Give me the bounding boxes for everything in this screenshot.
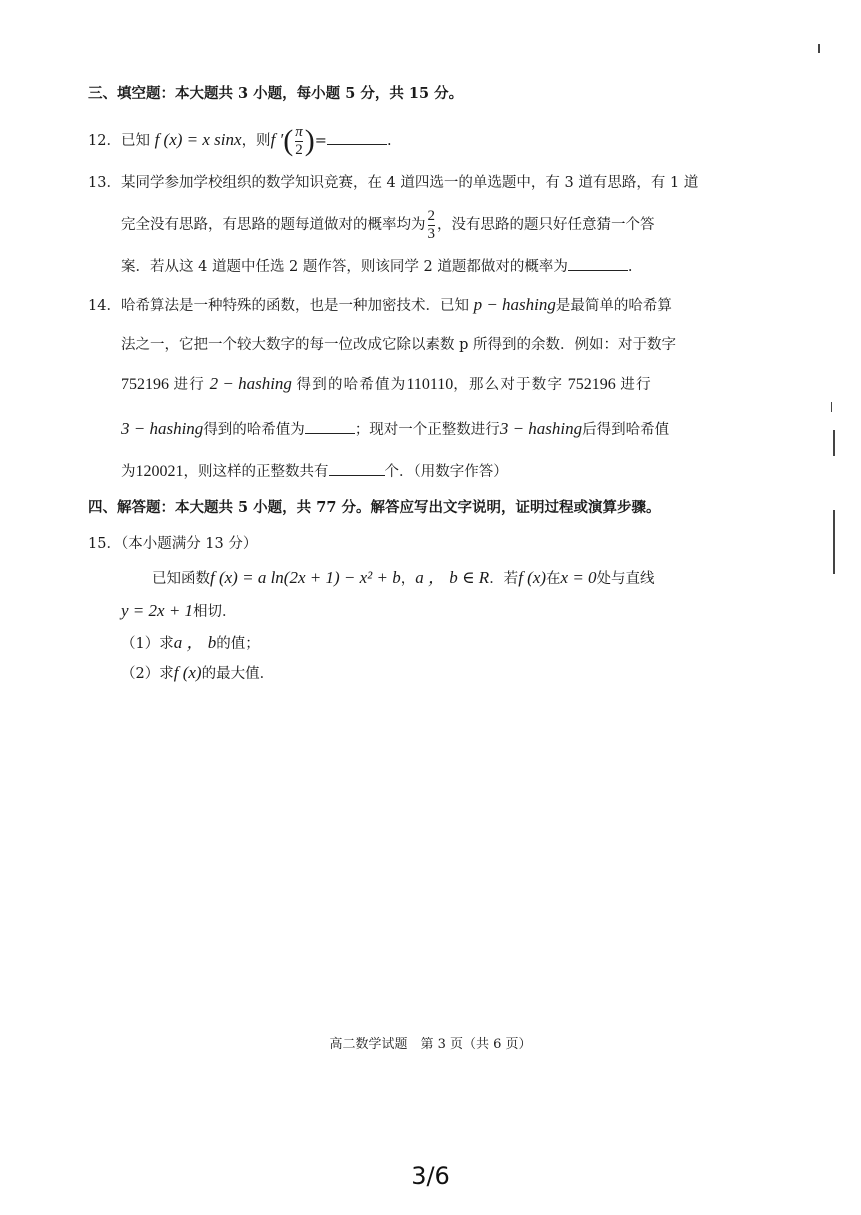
question-14-line-5: [121, 461, 508, 483]
q14-2-hashing: 2 − hashing: [209, 374, 292, 393]
q13-answer-blank: [568, 256, 628, 271]
q15-part-2a: （2）求: [121, 666, 174, 682]
question-14-line-3: [121, 373, 652, 396]
q14-line-2-text: 法之一，它把一个较大数字的每一位改成它除以素数 p 所得到的余数．例如：对于数字: [121, 337, 676, 353]
q15-part-2b: 的最大值．: [201, 666, 275, 682]
q14-line-1a: 哈希算法是一种特殊的函数，也是一种加密技术．已知: [120, 298, 469, 314]
q14-p-hashing: p − hashing: [473, 295, 556, 314]
q12-frac-num: π: [295, 123, 303, 140]
q14-line-3c: 得到的哈希值为: [296, 377, 407, 393]
q14-line-4c: ；现对一个正整数进行: [354, 422, 500, 438]
question-14-line-2: [121, 334, 676, 356]
question-14-line-1: [88, 294, 672, 317]
q15-line-2b: 相切．: [193, 604, 237, 620]
page-footer: 高二数学试题 第 3 页（共 6 页）: [329, 1037, 532, 1052]
q14-line-3b: 进行: [173, 377, 206, 393]
q14-number-110110: 110110: [406, 376, 454, 393]
scan-mark: [833, 510, 835, 574]
q15-x0: x = 0: [560, 568, 597, 587]
q12-answer-blank: [327, 130, 387, 145]
q15-score: （本小题满分 13 分）: [120, 536, 258, 552]
q14-line-3e: ，那么对于数字: [453, 377, 564, 393]
q15-fx: f (x): [518, 568, 547, 587]
q15-part-1a: （1）求: [121, 636, 174, 652]
q15-part-2-fx: f (x): [173, 663, 202, 682]
q14-line-5c: 个．（用数字作答）: [384, 464, 508, 480]
question-14-line-4: [121, 418, 669, 441]
page-indicator: 3/6: [411, 1162, 450, 1190]
q14-number: 14．: [88, 298, 121, 314]
q15-stem-a: 已知函数: [152, 571, 210, 587]
q15-number: 15．: [88, 536, 121, 552]
q13-line-3-text: 案．若从这 4 道题中任选 2 题作答，则该同学 2 道题都做对的概率为: [121, 259, 568, 275]
q15-tangent-line: y = 2x + 1: [121, 601, 194, 620]
q12-function: f (x) = x sinx: [154, 130, 242, 149]
q12-derivative: f ′: [270, 130, 284, 149]
q12-end: .: [386, 133, 392, 149]
q15-vars: a ， b ∈ R: [415, 568, 490, 587]
q14-line-5b: ，则这样的正整数共有: [183, 464, 329, 480]
q15-stem-d: 在: [546, 571, 561, 587]
q14-answer-blank-1: [305, 419, 355, 434]
q14-number-752196-a: 752196: [121, 376, 169, 393]
q13-line-2b: ，没有思路的题只好任意猜一个答: [437, 217, 655, 233]
q15-part-1b: 的值；: [216, 636, 260, 652]
q14-line-1b: 是最简单的哈希算: [555, 298, 672, 314]
q15-stem-c: ．若: [489, 571, 519, 587]
q12-number: 12．: [88, 133, 121, 149]
q15-stem-e: 处与直线: [596, 571, 655, 587]
q14-line-5a: 为: [121, 464, 136, 480]
q14-answer-blank-2: [329, 461, 385, 476]
question-15-part-1: [121, 632, 260, 655]
question-12: [88, 120, 392, 161]
q13-fraction: [428, 208, 436, 243]
scan-mark: [833, 430, 835, 456]
q13-line-1-text: 某同学参加学校组织的数学知识竞赛，在 4 道四选一的单选题中，有 3 道有思路，有 1 道: [120, 175, 699, 191]
q14-3-hashing-a: 3 − hashing: [121, 419, 204, 438]
q12-paren-close: ): [304, 124, 315, 157]
q13-frac-num: 2: [427, 207, 435, 224]
scan-mark: [831, 402, 832, 412]
question-13-line-2: [121, 205, 655, 245]
q15-function: f (x) = a ln(2x + 1) − x² + b: [210, 568, 401, 587]
section-4-heading: 四、解答题：本大题共 5 小题，共 77 分。解答应写出文字说明，证明过程或演算步骤。: [88, 499, 661, 516]
q12-paren-open: (: [283, 124, 294, 157]
question-13-line-3: [121, 256, 632, 278]
q14-3-hashing-b: 3 − hashing: [499, 419, 583, 438]
q13-end: .: [627, 259, 633, 275]
q15-stem-b: ，: [400, 571, 416, 587]
q12-equals: =: [314, 133, 327, 149]
q13-number: 13．: [88, 175, 121, 191]
q12-text-b: ，则: [241, 133, 271, 149]
q13-frac-den: 3: [427, 225, 435, 242]
q14-line-4e: 后得到哈希值: [582, 422, 670, 438]
q12-fraction: [295, 124, 303, 159]
q12-frac-den: 2: [295, 141, 303, 158]
question-13-line-1: [88, 172, 698, 194]
q14-number-752196-b: 752196: [567, 376, 616, 393]
section-3-heading: 三、填空题：本大题共 3 小题，每小题 5 分，共 15 分。: [88, 85, 464, 102]
question-15-stem-line-1: [152, 567, 655, 590]
q12-text-a: 已知: [120, 133, 150, 149]
question-15-header: [88, 533, 257, 555]
q13-line-2a: 完全没有思路，有思路的题每道做对的概率均为: [121, 217, 426, 233]
q14-number-120021: 120021: [135, 463, 184, 480]
q14-line-4b: 得到的哈希值为: [203, 422, 305, 438]
q14-line-3g: 进行: [620, 377, 652, 393]
scan-mark: [818, 44, 820, 53]
question-15-part-2: [121, 662, 274, 685]
question-15-stem-line-2: [121, 600, 237, 623]
q15-part-1-vars: a ， b: [173, 633, 217, 652]
